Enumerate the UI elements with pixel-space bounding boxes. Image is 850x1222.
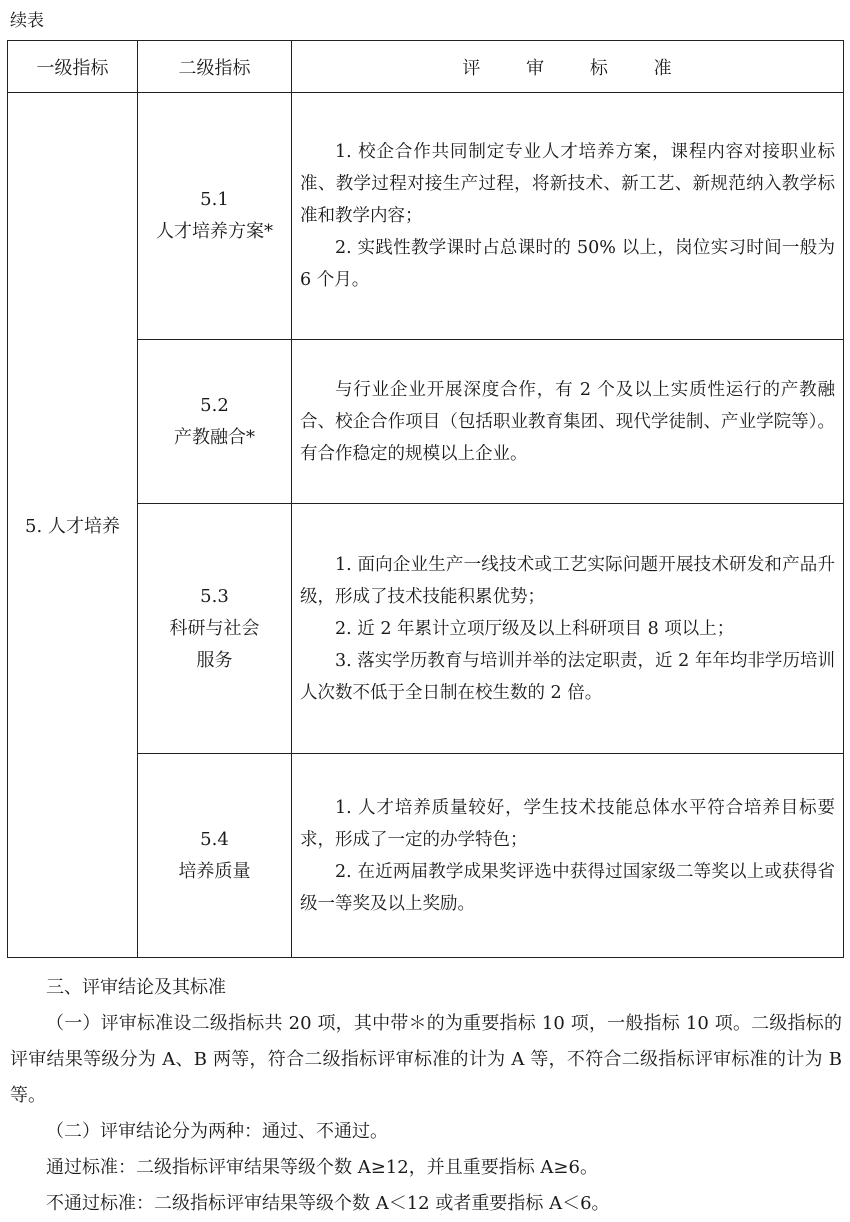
table-row (8, 93, 844, 340)
indicator-code: 5.3 (200, 585, 229, 607)
criteria-item: 1. 人才培养质量较好，学生技术技能总体水平符合培养目标要求，形成了一定的办学特色； (300, 797, 835, 850)
indicator-code: 5.2 (200, 394, 229, 416)
criteria-item: 3. 落实学历教育与培训并举的法定职责，近 2 年年均非学历培训人次数不低于全日制在校生数的 2 倍。 (300, 650, 835, 703)
level2-indicator (138, 504, 292, 754)
indicator-name: 产教融合* (174, 426, 255, 448)
section-heading: 三、评审结论及其标准 (46, 977, 226, 998)
criteria-cell (292, 754, 844, 958)
section-paragraph: 不通过标准：二级指标评审结果等级个数 A＜12 或者重要指标 A＜6。 (46, 1193, 610, 1214)
criteria-item: 2. 实践性教学课时占总课时的 50% 以上，岗位实习时间一般为 6 个月。 (300, 238, 835, 290)
header-level1: 一级指标 (8, 41, 138, 93)
criteria-cell (292, 340, 844, 504)
indicator-name: 科研与社会 (169, 617, 260, 639)
criteria-cell (292, 93, 844, 340)
criteria-cell (292, 504, 844, 754)
indicator-name: 服务 (196, 649, 233, 671)
indicator-name: 培养质量 (178, 860, 251, 882)
criteria-item: 与行业企业开展深度合作，有 2 个及以上实质性运行的产教融合、校企合作项目（包括职业教育集团、现代学徒制、产业学院等）。有合作稳定的规模以上企业。 (300, 379, 835, 464)
section-paragraph: （一）评审标准设二级指标共 20 项，其中带＊的为重要指标 10 项，一般指标 10 项。二级指标的评审结果等级分为 A、B 两等，符合二级指标评审标准的计为 A 等，不符合二级指标评审标准的计为 B 等。 (10, 1013, 842, 1106)
level2-indicator (138, 340, 292, 504)
level2-indicator (138, 754, 292, 958)
indicator-code: 5.4 (200, 828, 229, 850)
table-header-row (8, 41, 844, 93)
section-paragraph: （二）评审结论分为两种：通过、不通过。 (46, 1121, 388, 1142)
header-level2: 二级指标 (138, 41, 292, 93)
criteria-item: 1. 面向企业生产一线技术或工艺实际问题开展技术研发和产品升级，形成了技术技能积累优势； (300, 554, 835, 607)
criteria-item: 2. 在近两届教学成果奖评选中获得过国家级二等奖以上或获得省级一等奖及以上奖励。 (300, 861, 835, 914)
header-criteria: 评 审 标 准 (292, 41, 844, 93)
criteria-table (7, 40, 844, 958)
criteria-item: 2. 近 2 年累计立项厅级及以上科研项目 8 项以上； (335, 618, 735, 639)
level2-indicator (138, 93, 292, 340)
section-paragraph: 通过标准：二级指标评审结果等级个数 A≥12，并且重要指标 A≥6。 (46, 1157, 598, 1178)
criteria-item: 1. 校企合作共同制定专业人才培养方案，课程内容对接职业标准、教学过程对接生产过程，将新技术、新工艺、新规范纳入教学标准和教学内容； (300, 142, 835, 226)
continuation-label: 续表 (10, 11, 44, 31)
level1-indicator: 5. 人才培养 (8, 93, 138, 958)
indicator-code: 5.1 (200, 189, 229, 210)
conclusion-section (10, 970, 842, 1222)
indicator-name: 人才培养方案* (156, 221, 273, 242)
